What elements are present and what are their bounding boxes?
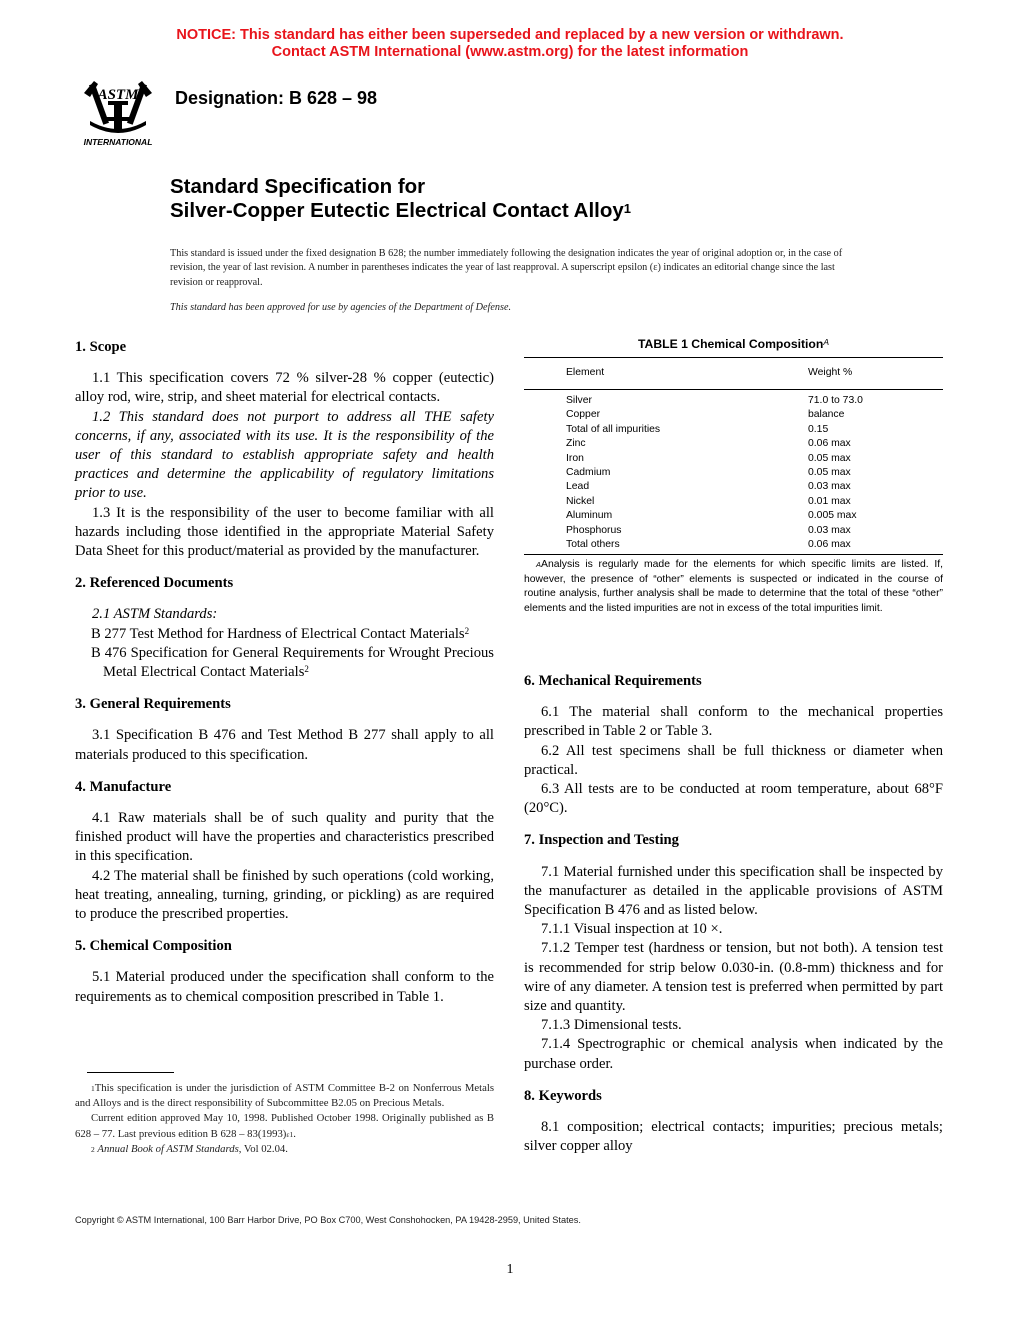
table-bottom-rule — [524, 554, 943, 555]
footnote-rule — [87, 1072, 174, 1073]
para-8-1: 8.1 composition; electrical contacts; impurities; precious metals; silver copper alloy — [524, 1119, 943, 1155]
composition-table — [524, 358, 943, 389]
table-caption-mark: A — [823, 337, 829, 347]
weight-cell: 0.03 max — [808, 524, 851, 536]
notice-banner — [0, 27, 1020, 61]
para-7-1-2: 7.1.2 Temper test (hardness or tension, but not both). A tension test is recommended for strip below 0.030-in. (0.8-mm) thickness and for wire of any diameter. A tension test is preferred when permitted by part size and quantity. — [524, 940, 943, 1015]
table-header-rule — [524, 389, 943, 390]
reference-b476-text: B 476 Specification for General Requirements for Wrought Precious Metal Electrical Contact Materials — [91, 644, 494, 681]
table-row — [524, 466, 943, 480]
para-7-1-4: 7.1.4 Spectrographic or chemical analysis when indicated by the purchase order. — [524, 1036, 943, 1072]
weight-cell: 0.15 — [808, 423, 829, 435]
para-4-2: 4.2 The material shall be finished by such operations (cold working, heat treating, annealing, turning, grinding, or pickling) as are required to produce the prescribed properties. — [75, 867, 494, 923]
section-2-heading: 2. Referenced Documents — [75, 575, 234, 592]
table-caption — [524, 337, 943, 354]
element-cell: Total of all impurities — [566, 423, 661, 435]
footnote-2-mark: 2 — [91, 1144, 95, 1154]
footnote-1-text: This specification is under the jurisdiction of ASTM Committee B-2 on Nonferrous Metals and Alloys and is the direct responsibility of Subcommittee B2.05 on Precious Metals. — [75, 1082, 494, 1110]
notice-line-1: NOTICE: This standard has either been superseded and replaced by a new version or withdrawn. — [176, 27, 844, 43]
weight-cell: 0.05 max — [808, 452, 851, 464]
table-row — [524, 394, 943, 408]
notice-line-2: Contact ASTM International (www.astm.org) for the latest information — [271, 44, 749, 60]
table-row — [524, 452, 943, 466]
weight-cell: 71.0 to 73.0 — [808, 395, 863, 406]
para-7-1-3: 7.1.3 Dimensional tests. — [541, 1017, 682, 1034]
section-1-heading: 1. Scope — [75, 339, 127, 355]
title-line-1: Standard Specification for — [170, 175, 426, 198]
element-cell: Cadmium — [566, 467, 611, 479]
table-row — [524, 495, 943, 509]
table-note-text: Analysis is regularly made for the elements for which specific limits are listed. If, however, the presence of “other” elements is suspected or indicated in the course of routine analysis, further analysis shall be made to determine that the total of these “other” elements and the listed impurities are not in excess of the total impurities limit. — [524, 559, 943, 614]
footnotes — [75, 1081, 494, 1157]
footnote-2-rest: , Vol 02.04. — [238, 1142, 288, 1155]
para-3-1: 3.1 Specification B 476 and Test Method B 277 shall apply to all materials produced to this specification. — [75, 727, 494, 763]
para-1-1: 1.1 This specification covers 72 % silver-28 % copper (eutectic) alloy rod, wire, strip, and sheet material for electrical contacts. — [75, 370, 494, 406]
footnote-1-edition-mark: ε1 — [286, 1129, 294, 1139]
element-cell: Silver — [566, 395, 592, 406]
table-1 — [524, 337, 943, 616]
reference-b277-text: B 277 Test Method for Hardness of Electrical Contact Materials — [91, 625, 465, 642]
footnote-1-edition: Current edition approved May 10, 1998. Published October 1998. Originally published as B 628 – 77. Last previous edition B $628 - 83(1993)^{\varepsilon 1}$. — [75, 1112, 494, 1140]
section-5-heading: 5. Chemical Composition — [75, 938, 232, 955]
logo-subtitle: INTERNATIONAL — [83, 137, 153, 147]
para-6-1: 6.1 The material shall conform to the mechanical properties prescribed in Table 2 or Table 3. — [524, 704, 943, 740]
title-footnote-mark: 1 — [623, 201, 632, 216]
element-cell: Total others — [566, 539, 620, 551]
designation: Designation: B 628 – 98 — [175, 88, 378, 108]
table-row — [524, 538, 943, 552]
column-header-weight: Weight % — [808, 367, 853, 379]
copyright-line: Copyright © ASTM International, 100 Barr Harbor Drive, PO Box C700, West Conshohocken, PA 19428-2959, United States. — [75, 1215, 581, 1225]
para-7-1: 7.1 Material furnished under this specification shall be inspected by the manufacturer as detailed in the applicable provisions of ASTM Specification B 476 and as listed below. — [524, 863, 943, 919]
approval-statement: This standard has been approved for use by agencies of the Department of Defense. — [170, 302, 512, 313]
title-line-2-text: Silver-Copper Eutectic Electrical Contact Alloy — [170, 199, 624, 222]
element-cell: Zinc — [566, 438, 586, 450]
element-cell: Nickel — [566, 495, 595, 507]
composition-table-body — [524, 394, 943, 552]
section-3-heading: 3. General Requirements — [75, 696, 231, 713]
element-cell: Copper — [566, 409, 601, 421]
title-line-2 — [170, 199, 631, 223]
element-cell: Lead — [566, 481, 590, 493]
element-cell: Iron — [566, 452, 584, 464]
element-cell: Aluminum — [566, 510, 613, 522]
weight-cell: 0.06 max — [808, 539, 851, 551]
document-title — [170, 175, 631, 223]
table-row — [524, 480, 943, 494]
table-row — [524, 509, 943, 523]
section-4-heading: 4. Manufacture — [75, 778, 172, 795]
issuance-statement: This standard is issued under the fixed designation B 628; the number immediately following the designation indicates the year of original adoption or, in the case of revision, the year of last revision. A number in parentheses indicates the year of last reapproval. A superscript epsilon (ε) indicates an editorial change since the last revision or reapproval. — [170, 248, 843, 288]
para-1-3: 1.3 It is the responsibility of the user to become familiar with all hazards including those identified in the appropriate Material Safety Data Sheet for this product/material as provided by the manufacturer. — [75, 504, 494, 560]
weight-cell: 0.03 max — [808, 481, 851, 493]
para-6-2: 6.2 All test specimens shall be full thickness or diameter when practical. — [524, 742, 943, 778]
footnote-1-mark: 1 — [91, 1084, 95, 1093]
weight-cell: 0.06 max — [808, 438, 851, 450]
right-column — [524, 672, 943, 1156]
table-note — [524, 558, 943, 616]
page-number: 1 — [506, 1262, 514, 1277]
footnote-1 — [75, 1081, 494, 1111]
para-2-1: 2.1 ASTM Standards: — [92, 606, 218, 623]
reference-b277 — [75, 625, 494, 644]
reference-b277-mark: 2 — [464, 625, 470, 636]
logo-wordmark: ASTM — [97, 87, 139, 103]
para-1-2: 1.2 This standard does not purport to address all THE safety concerns, if any, associated with its use. It is the responsibility of the user of this standard to establish appropriate safety and health practices and determine the applicability of regulatory limitations prior to use. — [75, 408, 494, 502]
table-note-mark: A — [536, 560, 542, 570]
section-8-heading: 8. Keywords — [524, 1087, 602, 1104]
element-cell: Phosphorus — [566, 524, 622, 536]
table-row — [524, 423, 943, 437]
weight-cell: 0.01 max — [808, 495, 851, 507]
astm-logo — [76, 75, 160, 147]
para-4-1: 4.1 Raw materials shall be of such quality and purity that the finished product will have the properties and characteristics prescribed in this specification. — [75, 810, 494, 865]
reference-b476 — [75, 644, 494, 682]
section-6-heading: 6. Mechanical Requirements — [524, 673, 702, 689]
table-row — [524, 437, 943, 451]
table-row — [524, 524, 943, 538]
footnote-2 — [75, 1142, 494, 1157]
footnote-1-edition-text: Current edition approved May 10, 1998. Published October 1998. Originally published as B 628 – 77. Last previous edition B 628 – 83(1993) — [75, 1112, 494, 1140]
reference-b476-mark: 2 — [304, 664, 309, 675]
weight-cell: balance — [808, 409, 845, 421]
section-7-heading: 7. Inspection and Testing — [524, 832, 679, 849]
column-header-element: Element — [566, 367, 605, 379]
table-header-row — [524, 358, 943, 389]
table-caption-text: TABLE 1 Chemical Composition — [638, 337, 824, 351]
table-row — [524, 408, 943, 422]
weight-cell: 0.005 max — [808, 510, 857, 522]
para-6-3: 6.3 All tests are to be conducted at room temperature, about 68°F (20°C). — [524, 781, 943, 817]
weight-cell: 0.05 max — [808, 467, 851, 479]
footnote-2-italic: Annual Book of ASTM Standards — [97, 1142, 239, 1155]
left-column — [75, 338, 494, 1007]
para-5-1: 5.1 Material produced under the specification shall conform to the requirements as to chemical composition prescribed in Table 1. — [75, 969, 494, 1005]
para-7-1-1: 7.1.1 Visual inspection at 10 ×. — [541, 921, 723, 938]
